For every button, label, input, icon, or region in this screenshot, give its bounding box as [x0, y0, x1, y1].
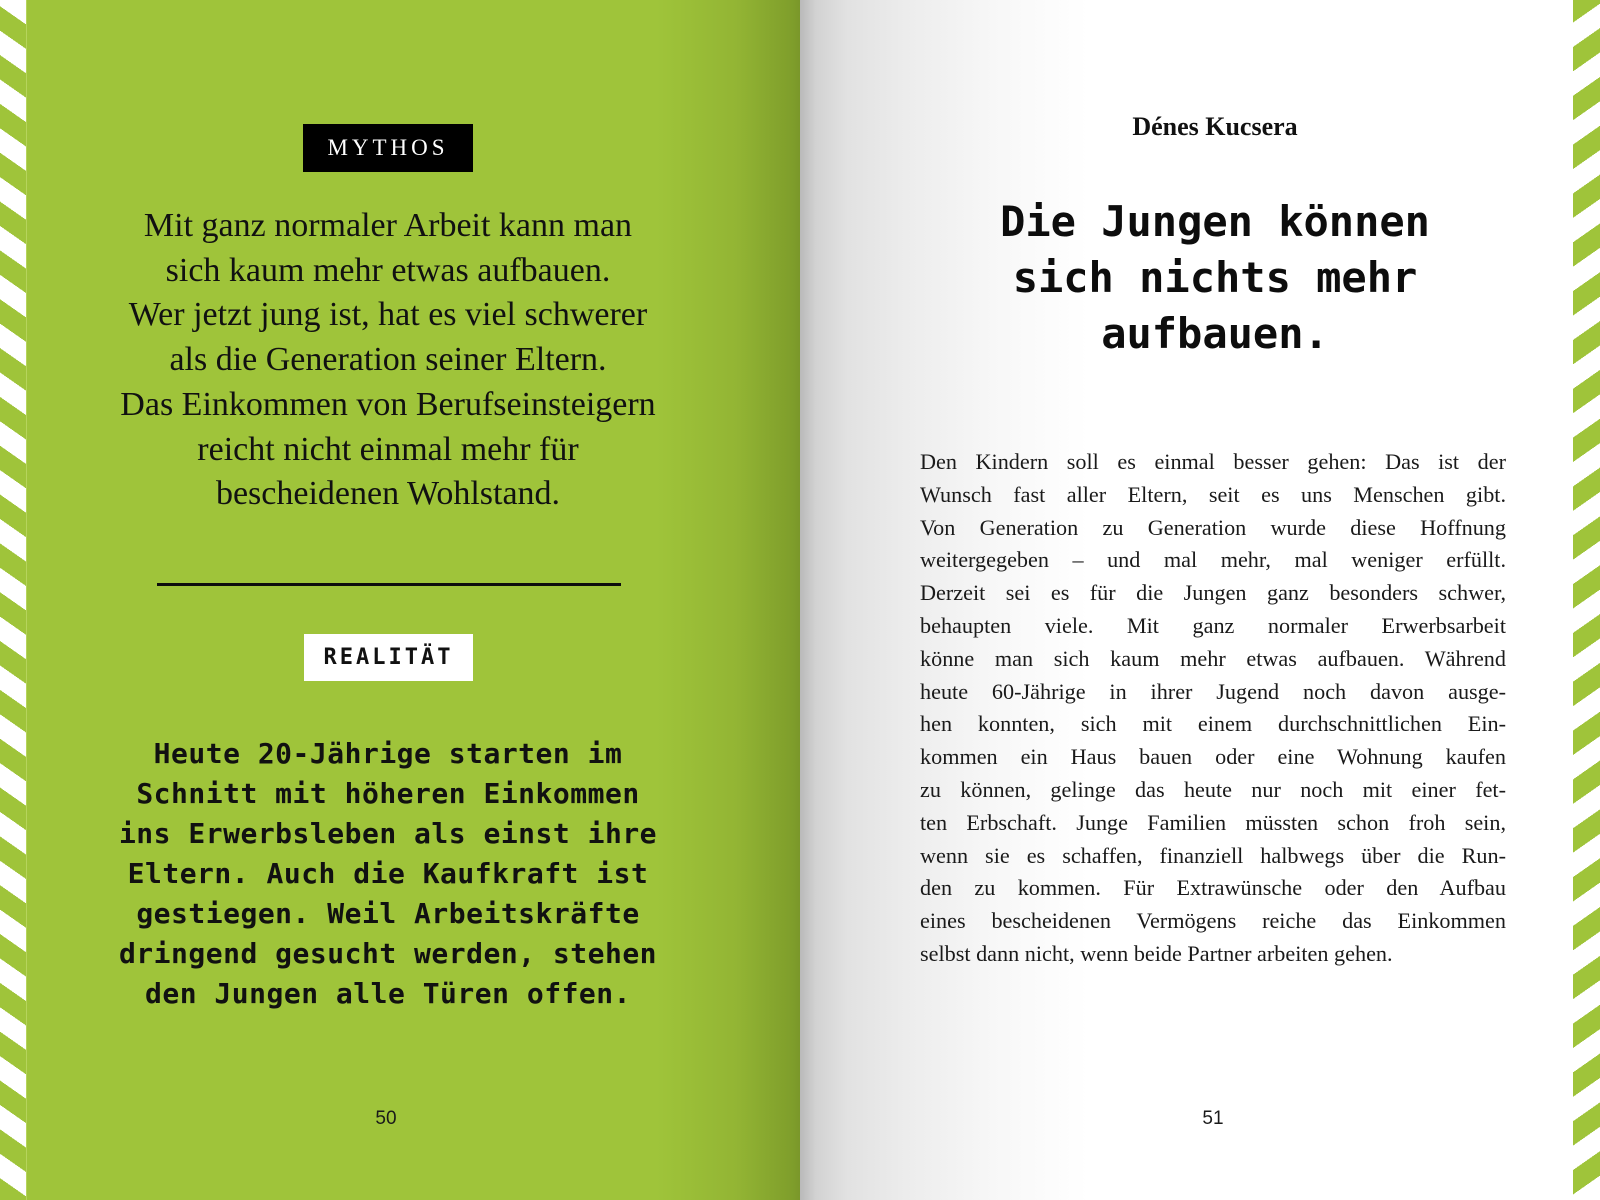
myth-statement — [60, 204, 716, 517]
headline-line: sich nichts mehr — [1012, 253, 1418, 302]
left-edge-line — [26, 0, 27, 1200]
right-edge-stripes — [1573, 0, 1600, 1200]
body-line: den zu kommen. Für Extrawünsche oder den Aufbau — [920, 875, 1506, 901]
myth-line: Wer jetzt jung ist, hat es viel schwerer — [128, 296, 648, 334]
reality-line: Eltern. Auch die Kaufkraft ist — [127, 857, 649, 890]
myth-line: Mit ganz normaler Arbeit kann man — [143, 207, 633, 244]
myth-line: reicht nicht einmal mehr für — [197, 430, 579, 468]
headline-line: aufbauen. — [1101, 309, 1329, 358]
body-paragraph — [920, 446, 1506, 971]
body-line: Wunsch fast aller Eltern, seit es uns Menschen gibt. — [920, 481, 1506, 507]
body-line: behaupten viele. Mit ganz normaler Erwerbsarbeit — [920, 612, 1506, 638]
reality-line: Schnitt mit höheren Einkommen — [136, 777, 640, 810]
body-line: Den Kindern soll es einmal besser gehen: Das ist der — [920, 449, 1506, 474]
myth-line: sich kaum mehr etwas aufbauen. — [165, 251, 611, 289]
body-line: heute 60-Jährige in ihrer Jugend noch davon ausge- — [920, 678, 1506, 704]
reality-line: dringend gesucht werden, stehen — [118, 937, 658, 970]
realitaet-label: REALITÄT — [304, 634, 473, 681]
myth-line: Das Einkommen von Berufseinsteigern — [120, 385, 656, 423]
body-line: hen konnten, sich mit einem durchschnittlichen Ein- — [920, 711, 1506, 737]
left-edge-stripes — [0, 0, 26, 1200]
body-line: eines bescheidenen Vermögens reiche das Einkommen — [920, 908, 1506, 934]
reality-line: gestiegen. Weil Arbeitskräfte — [136, 897, 640, 930]
body-line: kommen ein Haus bauen oder eine Wohnung kaufen — [920, 744, 1506, 770]
reality-statement — [60, 734, 716, 1014]
author-name: Dénes Kucsera — [1132, 112, 1298, 141]
body-line: selbst dann nicht, wenn beide Partner arbeiten gehen. — [920, 940, 1393, 966]
page-number-left: 50 — [375, 1108, 397, 1129]
reality-line: Heute 20-Jährige starten im — [153, 737, 623, 770]
page-number-right: 51 — [1202, 1108, 1224, 1129]
chapter-headline — [940, 194, 1490, 362]
body-line: Von Generation zu Generation wurde diese Hoffnung — [920, 514, 1506, 540]
mythos-label: MYTHOS — [303, 124, 473, 172]
reality-line: ins Erwerbsleben als einst ihre — [118, 817, 658, 850]
reality-line: den Jungen alle Türen offen. — [144, 977, 631, 1010]
myth-line: bescheidenen Wohlstand. — [215, 475, 561, 513]
section-divider — [157, 583, 621, 586]
body-line: zu können, gelinge das heute nur noch mit einer fet- — [920, 776, 1506, 802]
body-line: Derzeit sei es für die Jungen ganz besonders schwer, — [920, 580, 1506, 606]
body-line: wenn sie es schaffen, finanziell halbwegs über die Run- — [920, 842, 1506, 868]
body-line: könne man sich kaum mehr etwas aufbauen. Während — [920, 645, 1506, 671]
body-line: weitergegeben – und mal mehr, mal weniger erfüllt. — [920, 547, 1506, 573]
headline-line: Die Jungen können — [1000, 197, 1430, 246]
body-line: ten Erbschaft. Junge Familien müssten schon froh sein, — [920, 809, 1506, 835]
myth-line: als die Generation seiner Eltern. — [169, 341, 607, 379]
